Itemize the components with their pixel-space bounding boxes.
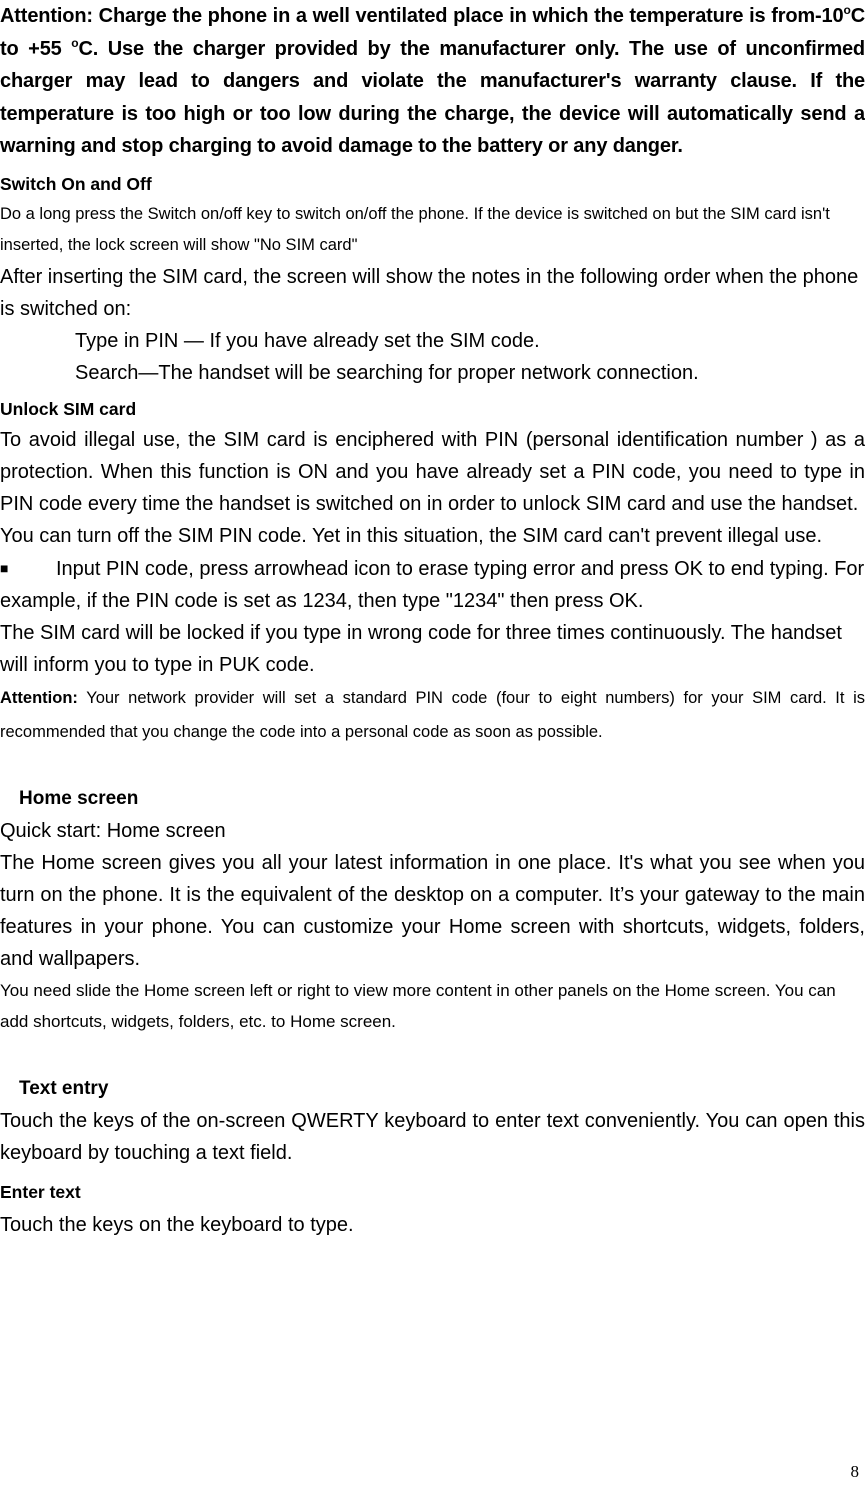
quick-start-line: Quick start: Home screen	[0, 819, 226, 842]
text-entry-heading: Text entry	[19, 1077, 109, 1099]
square-bullet-icon: ■	[0, 559, 9, 576]
home-screen-paragraph: The Home screen gives you all your latest information in one place. It's what you see when you turn on the phone. It is the equivalent of the desktop on a computer. It’s your gateway to the main features in your phone. You can customize your Home screen with shortcuts, widgets, folders, and wallpapers.	[0, 851, 865, 970]
pin-attention-note: Attention: Your network provider will set a standard PIN code (four to eight numbers) for your SIM card. It is recommended that you change the code into a personal code as soon as possible.	[0, 688, 865, 741]
turn-off-pin-paragraph: You can turn off the SIM PIN code. Yet in this situation, the SIM card can't prevent illegal use.	[0, 524, 823, 547]
home-screen-heading: Home screen	[19, 787, 139, 809]
charging-attention-paragraph: Attention: Charge the phone in a well ventilated place in which the temperature is from-10$^o$C to +55 $^o$C. Use the charger provided by the manufacturer only. The use of unconfirmed charger may lead to dangers and violate the manufacturer's warranty clause. If the temperature is too high or too low during the charge, the device will automatically send a warning and stop charging to avoid damage to the battery or any danger.	[0, 3, 865, 157]
search-step-item: Search—The handset will be searching for proper network connection.	[75, 361, 699, 384]
unlock-heading: Unlock SIM card	[0, 398, 137, 419]
switch-paragraph: Do a long press the Switch on/off key to switch on/off the phone. If the device is switched on but the SIM card isn't inserted, the lock screen will show "No SIM card"	[0, 204, 830, 254]
switch-heading: Switch On and Off	[0, 173, 152, 194]
sim-insert-paragraph: After inserting the SIM card, the screen will show the notes in the following order when the phone is switched on:	[0, 265, 859, 320]
enter-text-paragraph: Touch the keys on the keyboard to type.	[0, 1213, 354, 1236]
sim-locked-paragraph: The SIM card will be locked if you type in wrong code for three times continuously. The handset will inform you to type in PUK code.	[0, 621, 842, 676]
pin-step-item: Type in PIN — If you have already set the SIM code.	[75, 329, 540, 352]
page-number: 8	[850, 1462, 859, 1481]
home-slide-paragraph: You need slide the Home screen left or right to view more content in other panels on the Home screen. You can add shortcuts, widgets, folders, etc. to Home screen.	[0, 980, 836, 1031]
enter-text-heading: Enter text	[0, 1181, 81, 1202]
text-entry-paragraph: Touch the keys of the on-screen QWERTY keyboard to enter text conveniently. You can open this keyboard by touching a text field.	[0, 1109, 865, 1164]
unlock-paragraph: To avoid illegal use, the SIM card is enciphered with PIN (personal identification number ) as a protection. When this function is ON and you have already set a PIN code, you need to type in PIN code every time the handset is switched on in order to unlock SIM card and use the handset.	[0, 428, 865, 515]
pin-input-bullet: ■ Input PIN code, press arrowhead icon to erase typing error and press OK to end typing. For example, if the PIN code is set as 1234, then type "1234" then press OK.	[0, 552, 865, 617]
